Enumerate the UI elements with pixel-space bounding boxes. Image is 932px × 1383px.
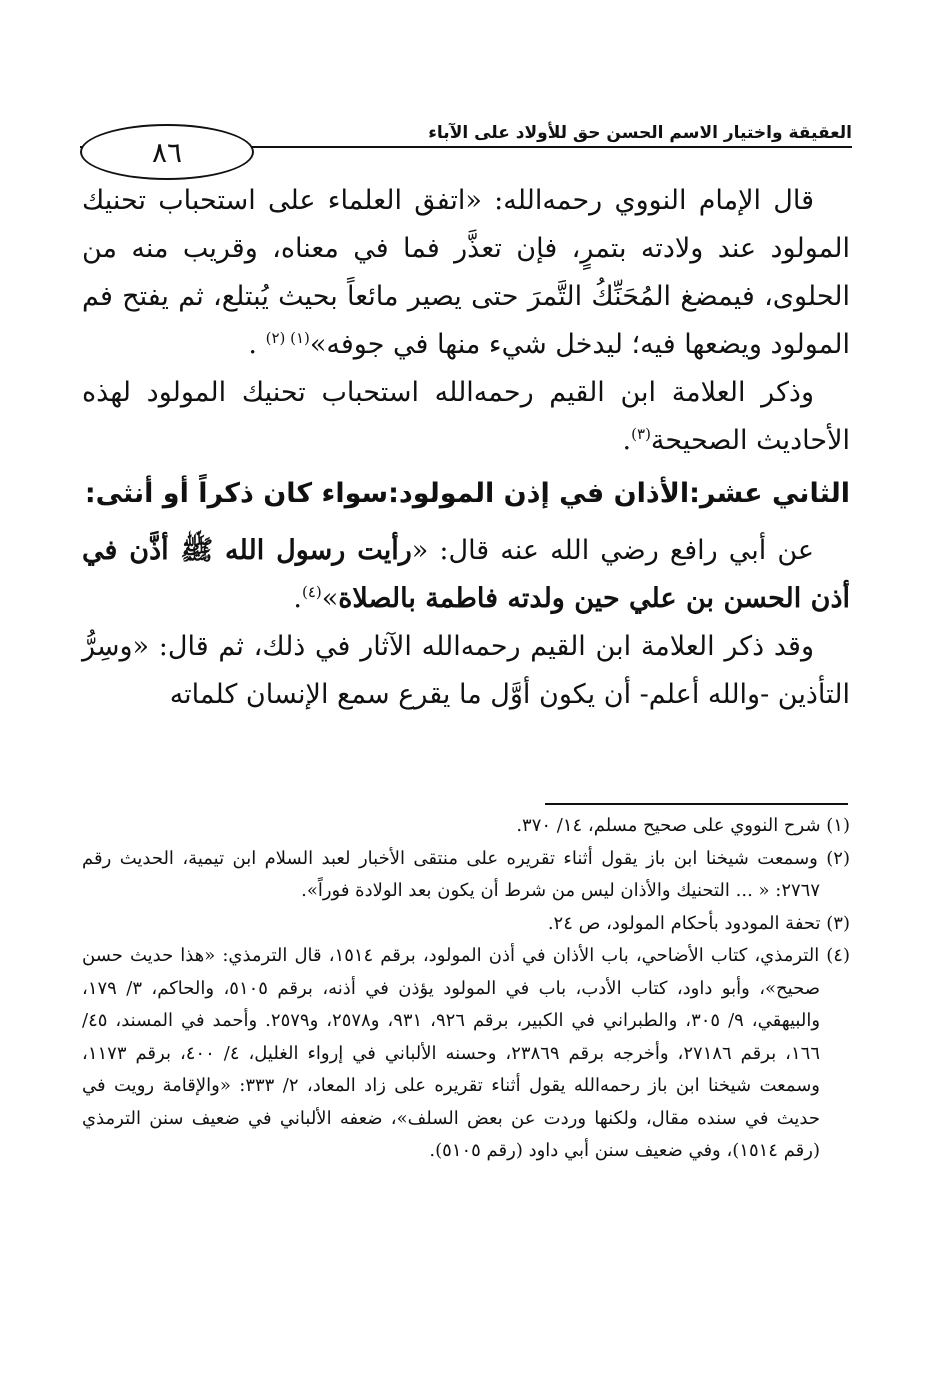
punctuation: . [622,425,632,456]
page-number-badge [80,124,254,180]
main-text [82,177,850,719]
footnote-ref: (٤) [301,583,322,601]
footnote-1: (١) شرح النووي على صحيح مسلم، ١٤/ ٣٧٠. [516,815,850,836]
footnote-ref: (٣) [631,425,651,443]
footnotes [82,810,850,1168]
section-heading: الثاني عشر:الأذان في إذن المولود:سواء كان ذكراً أو أنثى: [84,478,850,509]
footnote-ref: (١) (٢) [265,329,310,347]
paragraph-adhan-wisdom: وقد ذكر العلامة ابن القيم رحمه‌الله الآثار في ذلك، ثم قال: «وسِرُّ التأذين -والله أعلم- أن يكون أوَّل ما يقرع سمع الإنسان كلماته [82,631,850,710]
punctuation: . [248,329,266,360]
paragraph-text: وذكر العلامة ابن القيم رحمه‌الله استحباب تحنيك المولود لهذه الأحاديث الصحيحة [82,377,850,456]
punctuation: . [293,583,302,614]
paragraph-hadith [82,527,850,623]
footnote-2: (٢) وسمعت شيخنا ابن باز يقول أثناء تقريره على منتقى الأخبار لعبد السلام ابن تيمية، الحديث رقم ٢٧٦٧: « ... التحنيك والأذان ليس من شرط أن يكون بعد الولادة فوراً». [82,847,850,901]
quote-close: » [321,583,339,614]
paragraph-text: قال الإمام النووي رحمه‌الله: «اتفق العلماء على استحباب تحنيك المولود عند ولادته بتمرٍ، فإن تعذَّر فما في معناه، وقريب منه من الحلوى، فيمضغ المُحَنِّكُ التَّمرَ حتى يصير مائعاً بحيث يُبتلع، ثم يفتح فم المولود ويضعها فيه؛ ليدخل شيء منها في جوفه» [82,185,850,360]
page-number: ٨٦ [151,135,183,169]
paragraph-nawawi [82,177,850,369]
footnote-separator [545,803,848,805]
footnote-3: (٣) تحفة المودود بأحكام المولود، ص ٢٤. [547,912,850,934]
footnote-4: (٤) الترمذي، كتاب الأضاحي، باب الأذان في أذن المولود، برقم ١٥١٤، قال الترمذي: «هذا حديث حسن صحيح»، وأبو داود، كتاب الأدب، باب في المولود يؤذن في أذنه، برقم ٥١٠٥، والحاكم، ٣/ ١٧٩، والبيهقي، ٩/ ٣٠٥، والطبراني في الكبير، برقم ٩٢٦، ٩٣١، و٢٥٧٨، و٢٥٧٩. وأحمد في المسند، ٤٥/ ١٦٦، برقم ٢٧١٨٦، وأخرجه برقم ٢٣٨٦٩، وحسنه الألباني في إرواء الغليل، ٤/ ٤٠٠، برقم ١١٧٣، وسمعت شيخنا ابن باز رحمه‌الله يقول أثناء تقريره على زاد المعاد، ٢/ ٣٣٣: «والإقامة رويت في حديث في سنده مقال، ولكنها وردت عن بعض السلف»، ضعفه الألباني في ضعيف سنن الترمذي (رقم ١٥١٤)، وفي ضعيف سنن أبي داود (رقم ٥١٠٥). [82,945,850,1161]
running-header: العقيقة واختيار الاسم الحسن حق للأولاد على الآباء [428,123,852,143]
paragraph-ibn-qayyim [82,369,850,465]
hadith-text: رأيت رسول الله ﷺ أذَّن في أذن الحسن بن علي حين ولدته فاطمة بالصلاة [82,535,850,614]
hadith-intro: عن أبي رافع رضي الله عنه قال: « [411,535,814,566]
